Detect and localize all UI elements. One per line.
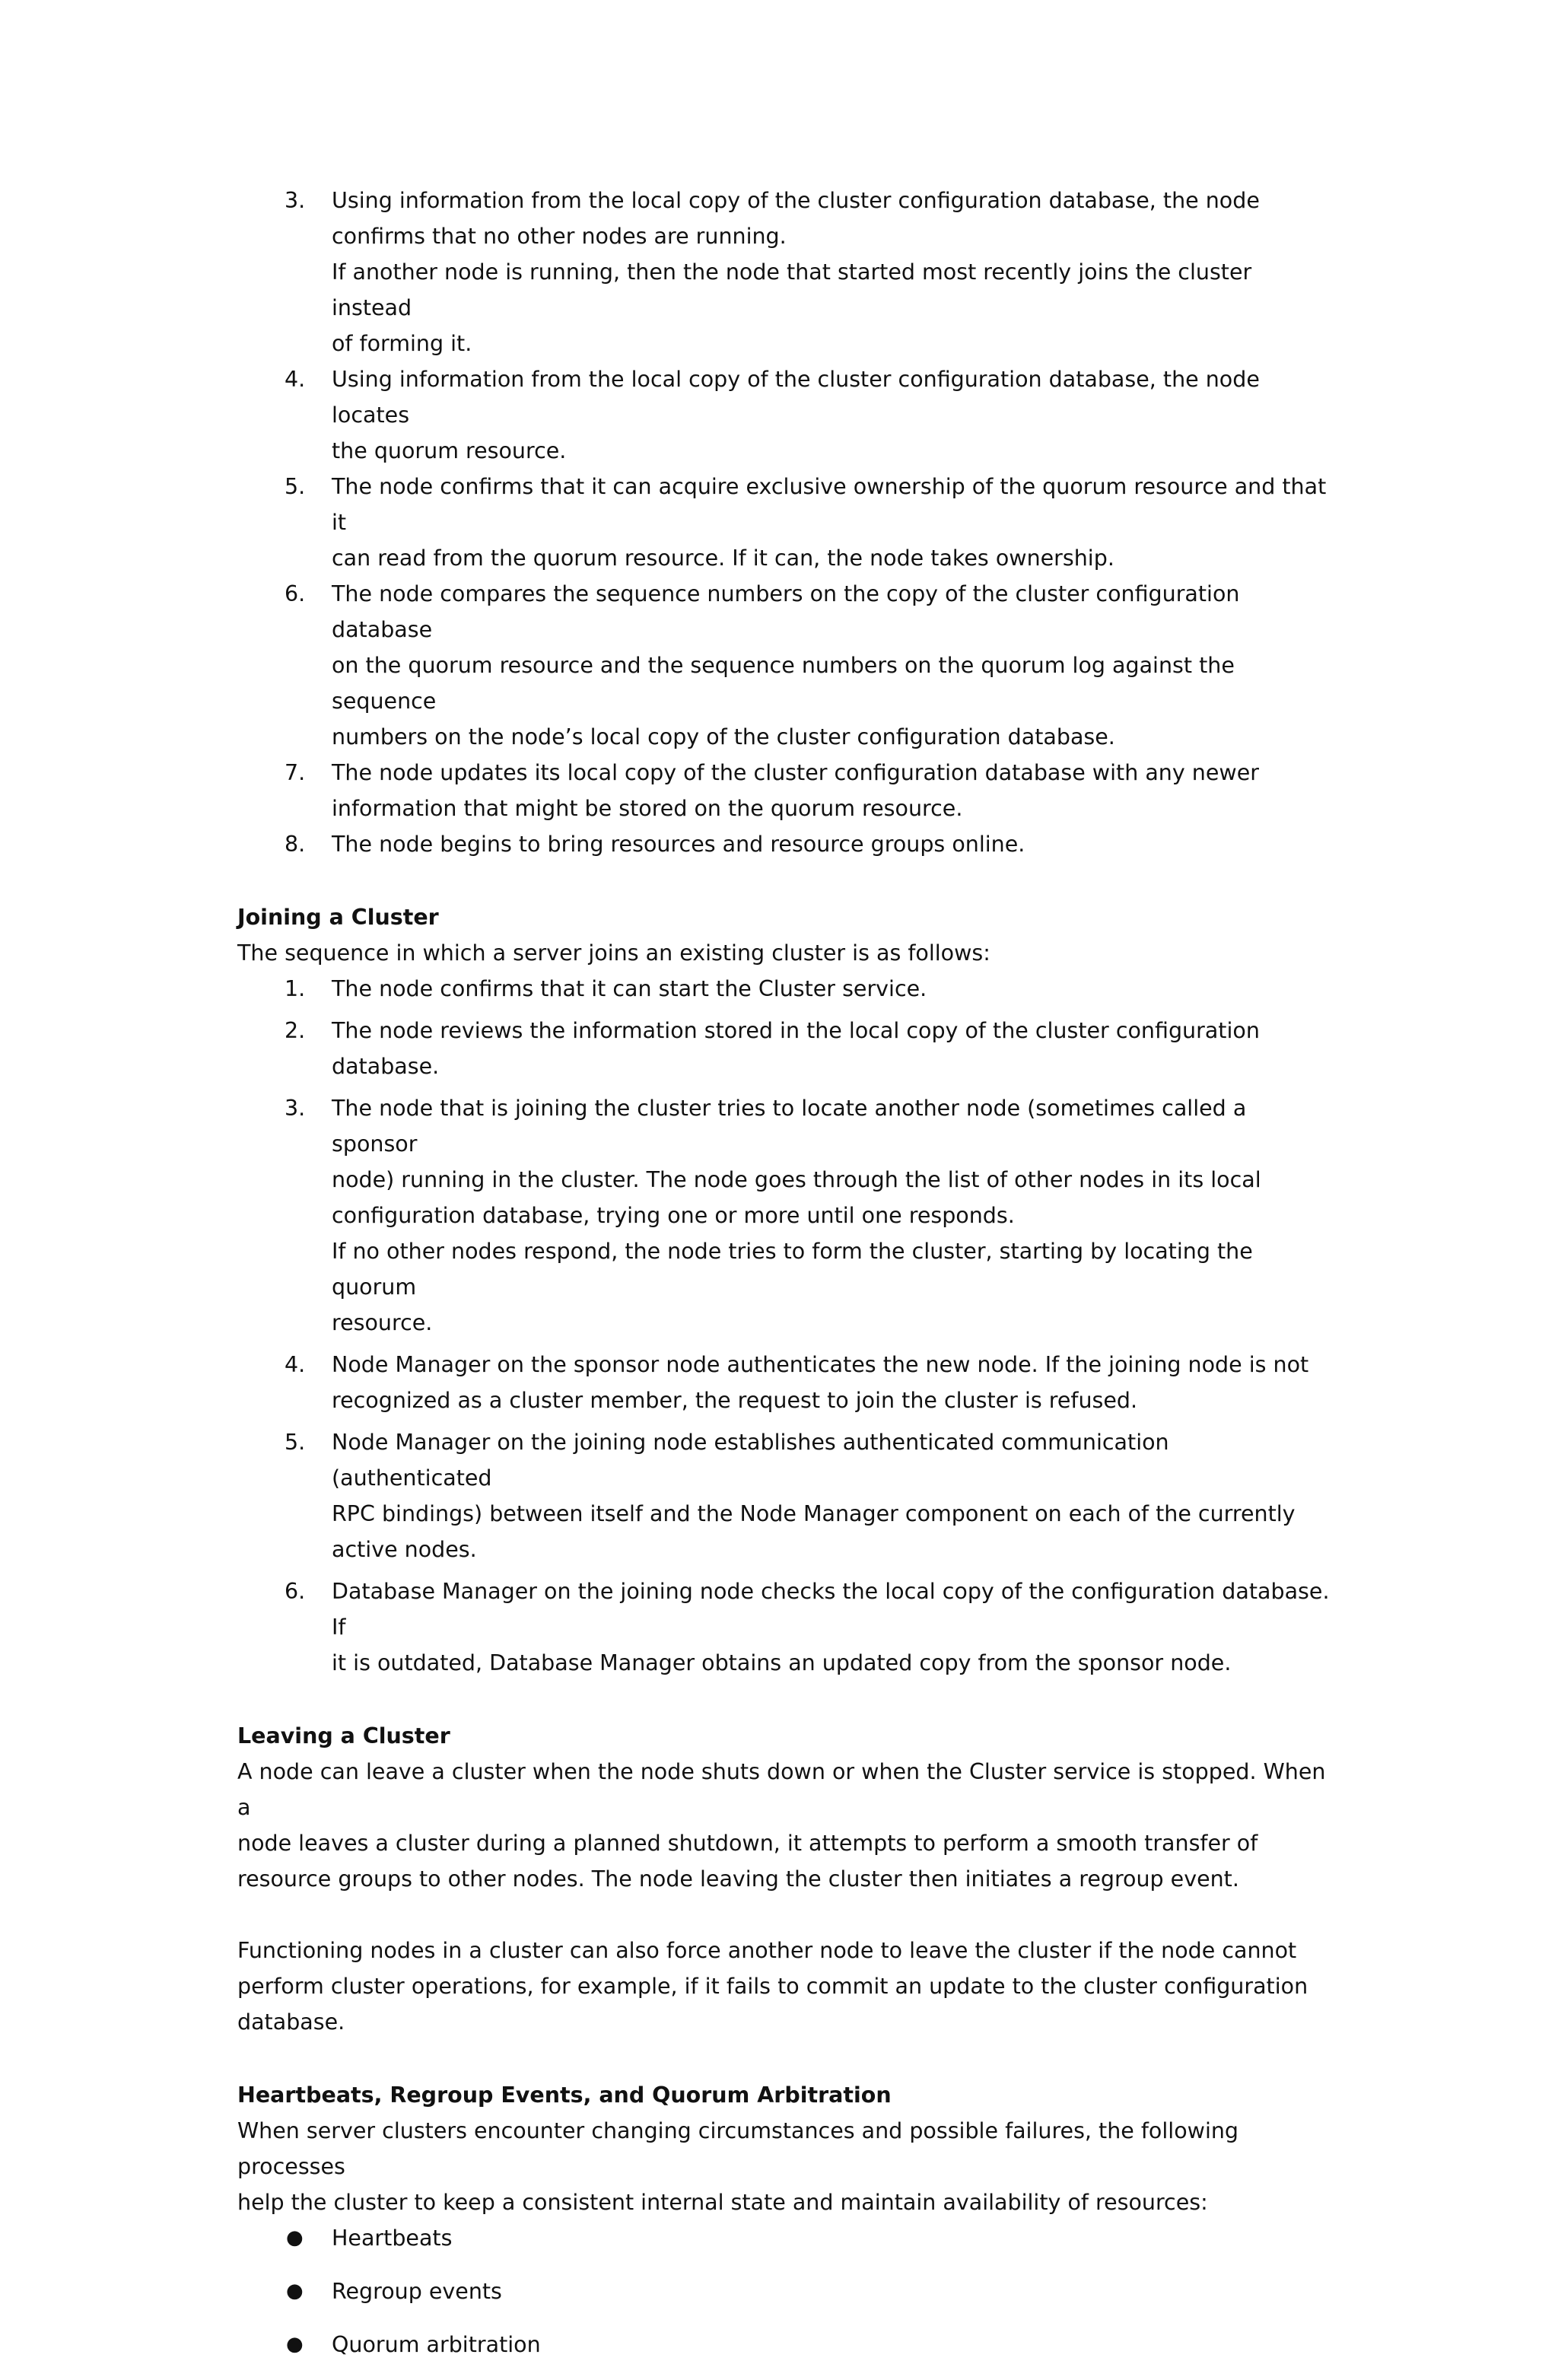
joining-section bbox=[237, 899, 1333, 1681]
forming-step-7 bbox=[237, 755, 1333, 826]
step-text-line: The node confirms that it can acquire exclusive ownership of the quorum resource and that it bbox=[332, 474, 1327, 535]
step-text-line: of forming it. bbox=[332, 331, 472, 356]
step-text-line: node) running in the cluster. The node goes through the list of other nodes in its local bbox=[332, 1167, 1261, 1192]
forming-step-4 bbox=[237, 361, 1333, 469]
process-bullet-list bbox=[237, 2220, 1333, 2362]
joining-heading: Joining a Cluster bbox=[237, 905, 439, 930]
step-text-line: The node begins to bring resources and resource groups online. bbox=[332, 832, 1025, 857]
forming-step-6 bbox=[237, 576, 1333, 755]
step-number: 7. bbox=[285, 760, 306, 785]
leaving-heading: Leaving a Cluster bbox=[237, 1723, 450, 1748]
step-text-line: on the quorum resource and the sequence numbers on the quorum log against the sequence bbox=[332, 653, 1235, 714]
step-text-line: Using information from the local copy of the cluster configuration database, the node bbox=[332, 188, 1260, 213]
heartbeats-heading: Heartbeats, Regroup Events, and Quorum Arbitration bbox=[237, 2082, 892, 2108]
step-number: 1. bbox=[285, 976, 306, 1001]
bullet-icon: ● bbox=[286, 2333, 304, 2356]
step-text-line: If another node is running, then the node that started most recently joins the cluster instead bbox=[332, 259, 1252, 320]
paragraph-line: resource groups to other nodes. The node leaving the cluster then initiates a regroup event. bbox=[237, 1866, 1239, 1892]
bullet-icon: ● bbox=[286, 2226, 304, 2249]
bullet-icon: ● bbox=[286, 2280, 304, 2302]
step-number: 4. bbox=[285, 367, 306, 392]
heartbeats-section bbox=[237, 2077, 1333, 2362]
joining-step-1 bbox=[237, 971, 1333, 1007]
step-text-line: numbers on the node’s local copy of the cluster configuration database. bbox=[332, 724, 1115, 749]
joining-step-5 bbox=[237, 1424, 1333, 1567]
step-text-line: can read from the quorum resource. If it can, the node takes ownership. bbox=[332, 546, 1114, 571]
step-text-line: the quorum resource. bbox=[332, 438, 567, 463]
step-text-line: Node Manager on the sponsor node authenticates the new node. If the joining node is not bbox=[332, 1352, 1309, 1377]
bullet-item-regroup-events bbox=[237, 2273, 1333, 2309]
step-number: 5. bbox=[285, 474, 306, 499]
paragraph-line: node leaves a cluster during a planned shutdown, it attempts to perform a smooth transfer of bbox=[237, 1831, 1258, 1856]
step-text-line: The node confirms that it can start the Cluster service. bbox=[332, 976, 927, 1001]
step-text-line: Node Manager on the joining node establishes authenticated communication (authenticated bbox=[332, 1430, 1169, 1491]
joining-step-4 bbox=[237, 1347, 1333, 1418]
forming-step-3 bbox=[237, 183, 1333, 361]
joining-step-6 bbox=[237, 1573, 1333, 1681]
step-number: 2. bbox=[285, 1018, 306, 1043]
step-number: 4. bbox=[285, 1352, 306, 1377]
bullet-text: Heartbeats bbox=[332, 2226, 453, 2251]
step-text-line: it is outdated, Database Manager obtains an updated copy from the sponsor node. bbox=[332, 1650, 1232, 1675]
step-text-line: database. bbox=[332, 1054, 440, 1079]
step-number: 6. bbox=[285, 1579, 306, 1604]
step-number: 3. bbox=[285, 188, 306, 213]
forming-steps-list bbox=[237, 183, 1333, 862]
joining-intro: The sequence in which a server joins an existing cluster is as follows: bbox=[237, 940, 990, 966]
step-text-line: Using information from the local copy of the cluster configuration database, the node locates bbox=[332, 367, 1260, 428]
paragraph-line: database. bbox=[237, 2009, 345, 2035]
step-text-line: The node reviews the information stored in the local copy of the cluster configuration bbox=[332, 1018, 1260, 1043]
step-text-line: Database Manager on the joining node checks the local copy of the configuration database. If bbox=[332, 1579, 1330, 1640]
step-number: 5. bbox=[285, 1430, 306, 1455]
paragraph-line: help the cluster to keep a consistent internal state and maintain availability of resources: bbox=[237, 2190, 1208, 2215]
step-text-line: confirms that no other nodes are running. bbox=[332, 224, 787, 249]
heartbeats-intro bbox=[237, 2113, 1333, 2220]
step-text-line: The node compares the sequence numbers on the copy of the cluster configuration database bbox=[332, 581, 1240, 642]
bullet-item-quorum-arbitration bbox=[237, 2327, 1333, 2362]
step-text-line: information that might be stored on the quorum resource. bbox=[332, 796, 963, 821]
paragraph-line: Functioning nodes in a cluster can also force another node to leave the cluster if the node cannot bbox=[237, 1938, 1297, 1963]
bullet-text: Quorum arbitration bbox=[332, 2332, 541, 2357]
step-text-line: If no other nodes respond, the node tries to form the cluster, starting by locating the quorum bbox=[332, 1239, 1253, 1300]
joining-steps-list bbox=[237, 971, 1333, 1681]
forming-step-8 bbox=[237, 826, 1333, 862]
leaving-paragraph-1 bbox=[237, 1754, 1333, 1897]
bullet-text: Regroup events bbox=[332, 2279, 502, 2304]
step-number: 6. bbox=[285, 581, 306, 606]
forming-step-5 bbox=[237, 469, 1333, 576]
leaving-section bbox=[237, 1718, 1333, 2040]
leaving-paragraph-2 bbox=[237, 1933, 1333, 2040]
paragraph-line: perform cluster operations, for example, if it fails to commit an update to the cluster configuration bbox=[237, 1974, 1308, 1999]
bullet-item-heartbeats bbox=[237, 2220, 1333, 2256]
step-text-line: The node that is joining the cluster tries to locate another node (sometimes called a sponsor bbox=[332, 1096, 1247, 1157]
step-text-line: recognized as a cluster member, the request to join the cluster is refused. bbox=[332, 1388, 1138, 1413]
document-page bbox=[237, 183, 1333, 2380]
step-text-line: configuration database, trying one or more until one responds. bbox=[332, 1203, 1015, 1228]
step-number: 3. bbox=[285, 1096, 306, 1121]
step-text-line: RPC bindings) between itself and the Node Manager component on each of the currently bbox=[332, 1501, 1296, 1526]
step-text-line: The node updates its local copy of the cluster configuration database with any newer bbox=[332, 760, 1259, 785]
step-text-line: active nodes. bbox=[332, 1537, 477, 1562]
joining-step-3 bbox=[237, 1090, 1333, 1341]
paragraph-line: When server clusters encounter changing circumstances and possible failures, the following processes bbox=[237, 2118, 1239, 2179]
step-number: 8. bbox=[285, 832, 306, 857]
joining-step-2 bbox=[237, 1013, 1333, 1084]
step-text-line: resource. bbox=[332, 1310, 433, 1335]
paragraph-line: A node can leave a cluster when the node shuts down or when the Cluster service is stopped. When a bbox=[237, 1759, 1326, 1820]
